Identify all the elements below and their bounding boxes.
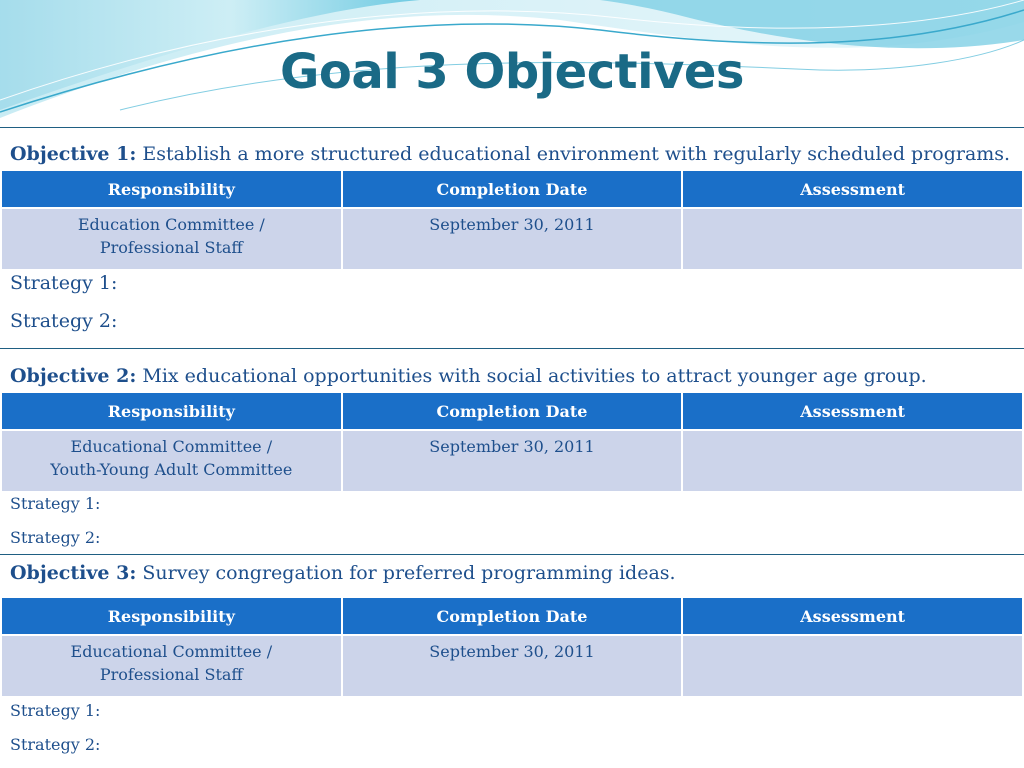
- responsibility-line: Educational Committee /: [70, 437, 273, 456]
- objective-1-table: [0, 169, 1024, 271]
- divider: [0, 127, 1024, 128]
- responsibility-cell: [1, 208, 342, 270]
- objective-label: Objective 2:: [10, 365, 137, 387]
- responsibility-line: Youth-Young Adult Committee: [50, 460, 293, 479]
- objective-text: Establish a more structured educational environment with regularly scheduled programs.: [142, 143, 1011, 165]
- assessment-cell: [682, 430, 1023, 492]
- strategy-1-label: Strategy 1:: [10, 701, 101, 720]
- responsibility-line: Educational Committee /: [70, 642, 273, 661]
- divider: [0, 348, 1024, 349]
- header-responsibility: Responsibility: [1, 597, 342, 635]
- responsibility-cell: [1, 430, 342, 492]
- assessment-cell: [682, 635, 1023, 697]
- header-completion-date: Completion Date: [342, 392, 683, 430]
- strategy-1-label: Strategy 1:: [10, 494, 101, 513]
- header-assessment: Assessment: [682, 392, 1023, 430]
- completion-date-cell: September 30, 2011: [342, 208, 683, 270]
- completion-date-cell: September 30, 2011: [342, 635, 683, 697]
- objective-1-heading: [10, 143, 1020, 165]
- responsibility-line: Professional Staff: [99, 238, 243, 257]
- strategy-2-label: Strategy 2:: [10, 528, 101, 547]
- header-completion-date: Completion Date: [342, 597, 683, 635]
- completion-date-cell: September 30, 2011: [342, 430, 683, 492]
- objective-text: Survey congregation for preferred programming ideas.: [142, 562, 676, 584]
- header-responsibility: Responsibility: [1, 170, 342, 208]
- objective-label: Objective 3:: [10, 562, 137, 584]
- responsibility-line: Professional Staff: [99, 665, 243, 684]
- header-responsibility: Responsibility: [1, 392, 342, 430]
- objective-3-table: [0, 596, 1024, 698]
- objective-3-heading: [10, 562, 1020, 584]
- header-completion-date: Completion Date: [342, 170, 683, 208]
- divider: [0, 554, 1024, 555]
- strategy-2-label: Strategy 2:: [10, 735, 101, 754]
- strategy-2-label: Strategy 2:: [10, 310, 118, 332]
- page-title: Goal 3 Objectives: [280, 44, 744, 100]
- objective-text: Mix educational opportunities with social activities to attract younger age group.: [142, 365, 927, 387]
- assessment-cell: [682, 208, 1023, 270]
- header-assessment: Assessment: [682, 170, 1023, 208]
- objective-label: Objective 1:: [10, 143, 137, 165]
- strategy-1-label: Strategy 1:: [10, 272, 118, 294]
- objective-2-table: [0, 391, 1024, 493]
- header-assessment: Assessment: [682, 597, 1023, 635]
- responsibility-line: Education Committee /: [77, 215, 265, 234]
- responsibility-cell: [1, 635, 342, 697]
- objective-2-heading: [10, 365, 1020, 387]
